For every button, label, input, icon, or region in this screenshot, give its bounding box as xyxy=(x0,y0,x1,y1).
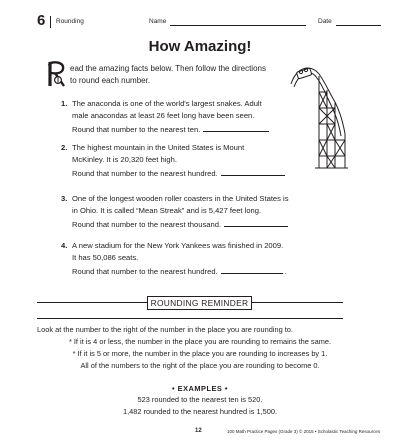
question-line-2: male anacondas at least 26 feet long have been seen. xyxy=(72,110,255,120)
decorated-letter-r-icon xyxy=(47,60,69,88)
question-line-1: The highest mountain in the United States is Mount xyxy=(72,143,245,152)
examples-title: • EXAMPLES • xyxy=(172,384,228,393)
intro-line-1: ead the amazing facts below. Then follow the directions xyxy=(70,64,266,73)
question-number: 2. xyxy=(61,143,68,152)
date-field[interactable] xyxy=(336,25,381,26)
intro-line-2: to round each number. xyxy=(70,76,151,85)
reminder-line-2: * If it is 4 or less, the number in the place you are rounding to remains the same. xyxy=(68,337,332,346)
question-trailing: . xyxy=(284,267,287,276)
header-divider xyxy=(50,16,51,28)
question-number: 1. xyxy=(61,99,68,108)
footer-page-number: 12 xyxy=(195,428,202,434)
question-3 xyxy=(61,193,351,233)
question-2 xyxy=(61,142,351,182)
reminder-heading: ROUNDING REMINDER xyxy=(147,296,252,310)
page-number: 6 xyxy=(37,12,46,29)
reminder-line-3: * If it is 5 or more, the number in the place you are rounding to increases by 1. xyxy=(72,349,328,358)
reminder-line-1: Look at the number to the right of the number in the place you are rounding to. xyxy=(37,325,293,334)
question-instruction: Round that number to the nearest ten. xyxy=(72,125,201,134)
answer-blank[interactable] xyxy=(221,168,285,176)
answer-blank[interactable] xyxy=(224,219,288,227)
section-label: Rounding xyxy=(56,18,84,25)
question-4 xyxy=(61,240,351,280)
example-2: 1,482 rounded to the nearest hundred is 1,500. xyxy=(122,407,278,416)
question-instruction: Round that number to the nearest thousand. xyxy=(72,220,222,229)
page-header xyxy=(37,12,381,30)
example-1: 523 rounded to the nearest ten is 520. xyxy=(137,395,263,404)
question-number: 4. xyxy=(61,241,68,250)
question-line-1: The anaconda is one of the world's largest snakes. Adult xyxy=(72,99,262,108)
reminder-bottom-rule xyxy=(37,318,343,319)
question-line-2: in Ohio. It is called “Mean Streak” and is 5,427 feet long. xyxy=(72,205,262,215)
reminder-line-4: All of the numbers to the right of the place you are rounding to become 0. xyxy=(80,361,320,370)
question-line-1: A new stadium for the New York Yankees was finished in 2009. xyxy=(72,241,284,250)
name-field[interactable] xyxy=(170,25,306,26)
answer-blank[interactable] xyxy=(203,124,269,132)
footer-credit: 100 Math Practice Pages (Grade 3) © 2015 • Scholastic Teaching Resources xyxy=(227,429,381,434)
question-line-1: One of the longest wooden roller coasters in the United States is xyxy=(72,194,289,203)
question-number: 3. xyxy=(61,194,68,203)
question-line-2: McKinley. It is 20,320 feet high. xyxy=(72,154,177,164)
question-1 xyxy=(61,98,351,138)
question-instruction: Round that number to the nearest hundred. xyxy=(72,267,218,276)
date-label: Date xyxy=(318,18,332,25)
question-line-2: It has 50,086 seats. xyxy=(72,252,139,262)
answer-blank[interactable] xyxy=(221,266,283,274)
name-label: Name xyxy=(149,18,167,25)
page-title: How Amazing! xyxy=(148,38,252,55)
question-instruction: Round that number to the nearest hundred. xyxy=(72,169,218,178)
